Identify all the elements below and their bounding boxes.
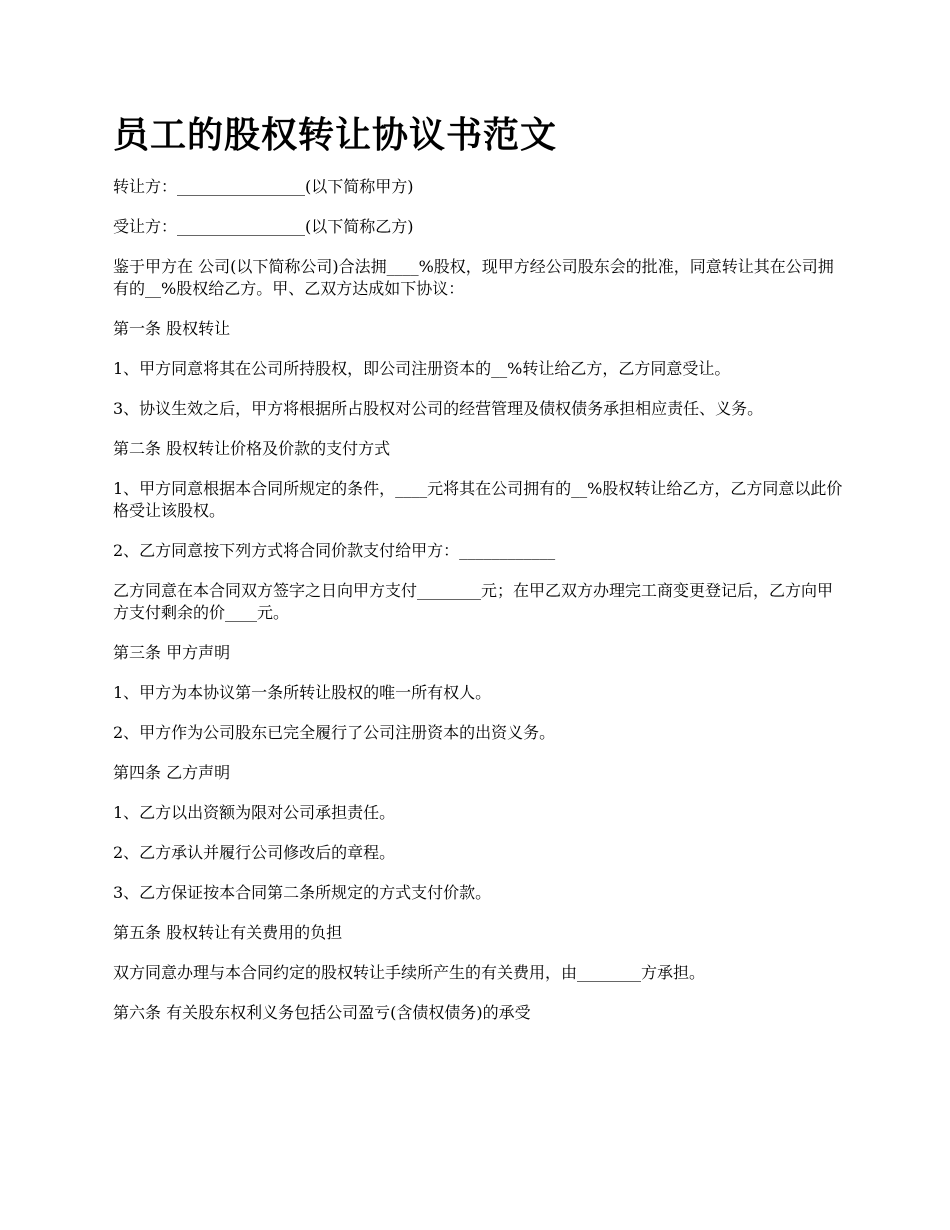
article-6-heading: 第六条 有关股东权利义务包括公司盈亏(含债权债务)的承受 [113,1003,531,1022]
article-2-payment-terms: 乙方同意在本合同双方签字之日向甲方支付________元；在甲乙双方办理完工商变更登记后，乙方向甲方支付剩余的价____元。 [113,581,834,622]
article-3-heading: 第三条 甲方声明 [113,643,231,662]
article-3-clause-2: 2、甲方作为公司股东已完全履行了公司注册资本的出资义务。 [113,723,556,742]
article-4-heading: 第四条 乙方声明 [113,763,231,782]
article-1-heading: 第一条 股权转让 [113,319,231,338]
document-page [113,112,843,1042]
transferor-line: 转让方：________________(以下简称甲方) [113,177,414,196]
transferee-line: 受让方：________________(以下简称乙方) [113,217,414,236]
article-2-clause-1: 1、甲方同意根据本合同所规定的条件，____元将其在公司拥有的__%股权转让给乙方，乙方同意以此价格受让该股权。 [113,479,843,520]
article-3-clause-1: 1、甲方为本协议第一条所转让股权的唯一所有权人。 [113,683,492,702]
article-2-heading: 第二条 股权转让价格及价款的支付方式 [113,439,391,458]
article-5-heading: 第五条 股权转让有关费用的负担 [113,923,343,942]
article-1-clause-3: 3、协议生效之后，甲方将根据所占股权对公司的经营管理及债权债务承担相应责任、义务。 [113,399,764,418]
article-5-body: 双方同意办理与本合同约定的股权转让手续所产生的有关费用，由________方承担。 [113,963,706,982]
article-4-clause-3: 3、乙方保证按本合同第二条所规定的方式支付价款。 [113,883,492,902]
document-title: 员工的股权转让协议书范文 [113,115,558,156]
article-1-clause-1: 1、甲方同意将其在公司所持股权，即公司注册资本的__%转让给乙方，乙方同意受让。 [113,359,731,378]
article-2-clause-2: 2、乙方同意按下列方式将合同价款支付给甲方：____________ [113,541,556,560]
article-4-clause-2: 2、乙方承认并履行公司修改后的章程。 [113,843,396,862]
preamble-paragraph: 鉴于甲方在 公司(以下简称公司)合法拥____%股权，现甲方经公司股东会的批准，同意转让其在公司拥有的__%股权给乙方。甲、乙双方达成如下协议： [113,257,834,298]
article-4-clause-1: 1、乙方以出资额为限对公司承担责任。 [113,803,396,822]
